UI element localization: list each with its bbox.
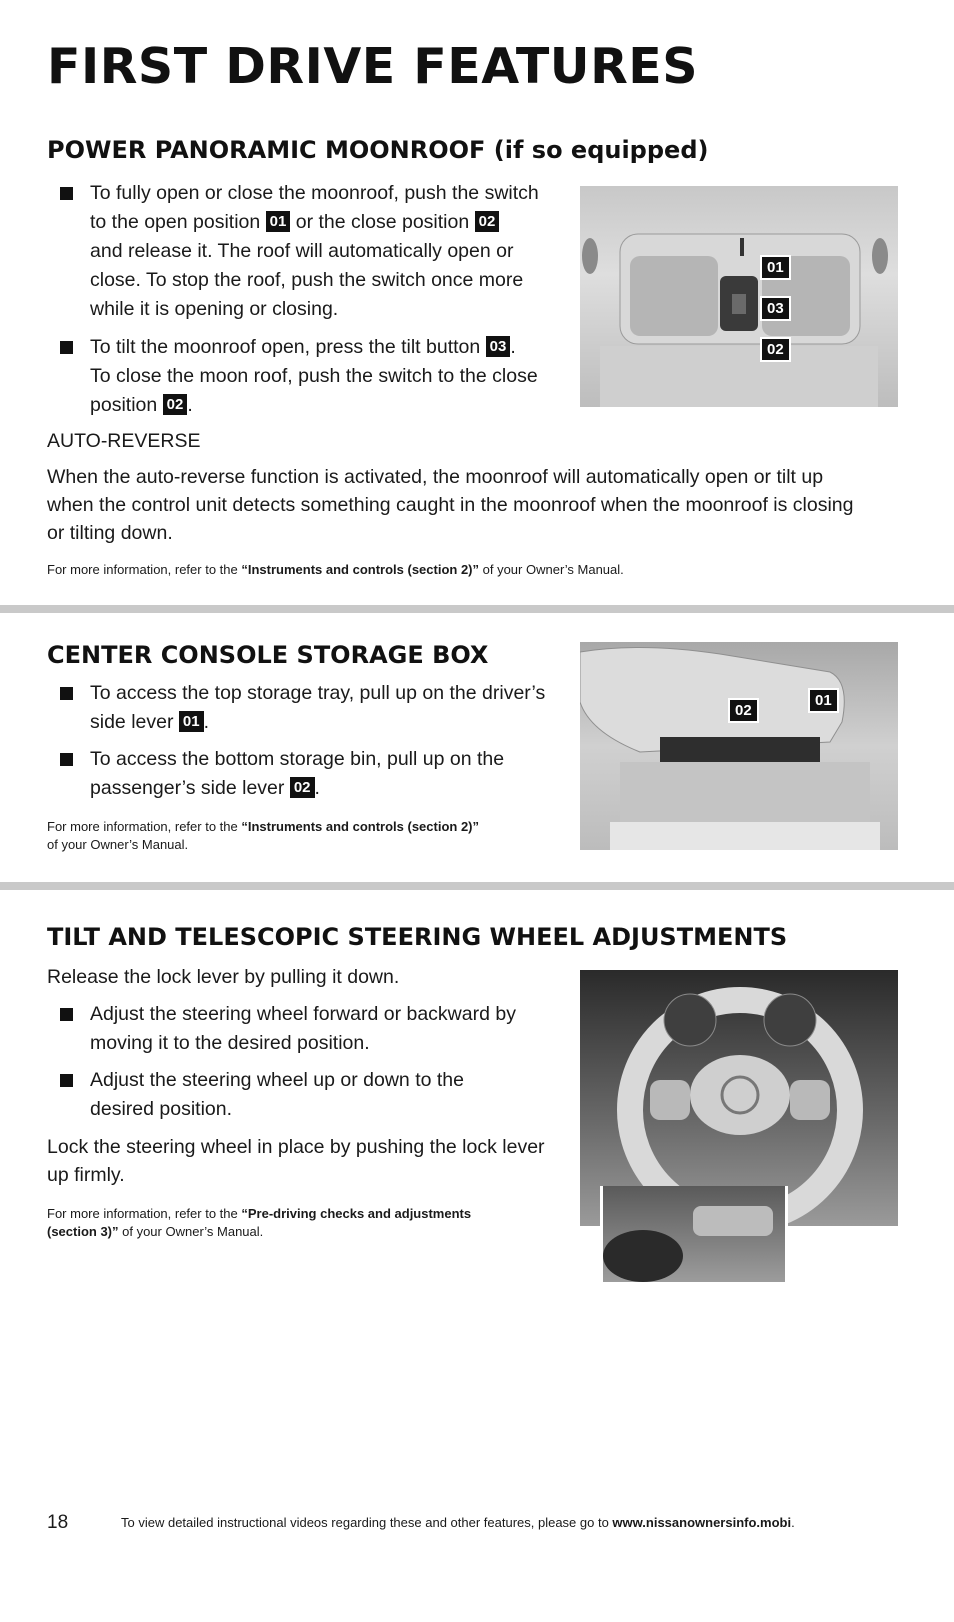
moonroof-photo xyxy=(580,186,898,407)
photo-label-01: 01 xyxy=(760,255,791,280)
auto-reverse-label: AUTO-REVERSE xyxy=(47,430,201,452)
photo-label-02: 02 xyxy=(760,337,791,362)
lock-lever-inset-photo xyxy=(600,1186,788,1285)
console-heading: CENTER CONSOLE STORAGE BOX xyxy=(47,641,489,669)
moonroof-reference-note: For more information, refer to the “Instruments and controls (section 2)” of your Owner’s Manual. xyxy=(47,562,624,577)
page-number: 18 xyxy=(47,1512,69,1533)
footer-link[interactable]: www.nissanownersinfo.mobi xyxy=(612,1515,792,1530)
console-bullet-2: To access the bottom storage bin, pull up on the passenger’s side lever 02 . xyxy=(60,745,560,805)
console-box-illustration xyxy=(580,642,898,850)
bullet-square-icon xyxy=(60,687,73,700)
moonroof-bullet-1: To fully open or close the moonroof, push the switch to the open position 01 or the close position 02 and release it. The roof will automatically open or close. To stop the roof, push the switch once more while it is opening or closing. xyxy=(60,179,560,324)
badge-01: 01 xyxy=(266,211,291,232)
console-reference-note: For more information, refer to the “Instruments and controls (section 2)” of your Owner’s Manual. xyxy=(47,819,480,852)
badge-02: 02 xyxy=(163,394,188,415)
steering-intro: Release the lock lever by pulling it down. xyxy=(47,966,400,988)
steering-heading: TILT AND TELESCOPIC STEERING WHEEL ADJUSTMENTS xyxy=(47,923,788,951)
bullet-square-icon xyxy=(60,187,73,200)
photo-label-01: 01 xyxy=(808,688,839,713)
page-title: FIRST DRIVE FEATURES xyxy=(47,38,699,95)
steering-outro: Lock the steering wheel in place by pushing the lock lever up firmly. xyxy=(47,1136,545,1186)
steering-reference-note: For more information, refer to the “Pre-driving checks and adjustments (section 3)” of your Owner’s Manual. xyxy=(47,1206,472,1239)
steering-bullet-2: Adjust the steering wheel up or down to the desired position. xyxy=(60,1066,560,1126)
steering-bullet-1: Adjust the steering wheel forward or backward by moving it to the desired position. xyxy=(60,1000,560,1060)
console-bullet-1: To access the top storage tray, pull up on the driver’s side lever 01 . xyxy=(60,679,560,739)
auto-reverse-text: When the auto-reverse function is activated, the moonroof will automatically open or tilt up when the control unit detects something caught in the moonroof when the moonroof is closing or tilting down. xyxy=(47,466,854,544)
moonroof-heading: POWER PANORAMIC MOONROOF (if so equipped) xyxy=(47,136,709,164)
moonroof-bullet-2: To tilt the moonroof open, press the tilt button 03 . To close the moon roof, push the switch to the close position 02 . xyxy=(60,333,560,423)
bullet-square-icon xyxy=(60,1074,73,1087)
badge-02: 02 xyxy=(290,777,315,798)
badge-02: 02 xyxy=(475,211,500,232)
section-divider xyxy=(0,882,954,890)
bullet-square-icon xyxy=(60,1008,73,1021)
bullet-square-icon xyxy=(60,753,73,766)
console-photo xyxy=(580,642,898,850)
lock-lever-illustration xyxy=(603,1186,785,1282)
photo-label-03: 03 xyxy=(760,296,791,321)
photo-label-02: 02 xyxy=(728,698,759,723)
bullet-square-icon xyxy=(60,341,73,354)
moonroof-console-illustration xyxy=(580,186,898,407)
badge-03: 03 xyxy=(486,336,511,357)
section-divider xyxy=(0,605,954,613)
badge-01: 01 xyxy=(179,711,204,732)
footer-text: To view detailed instructional videos regarding these and other features, please go to www.nissanownersinfo.mobi. xyxy=(121,1515,795,1530)
